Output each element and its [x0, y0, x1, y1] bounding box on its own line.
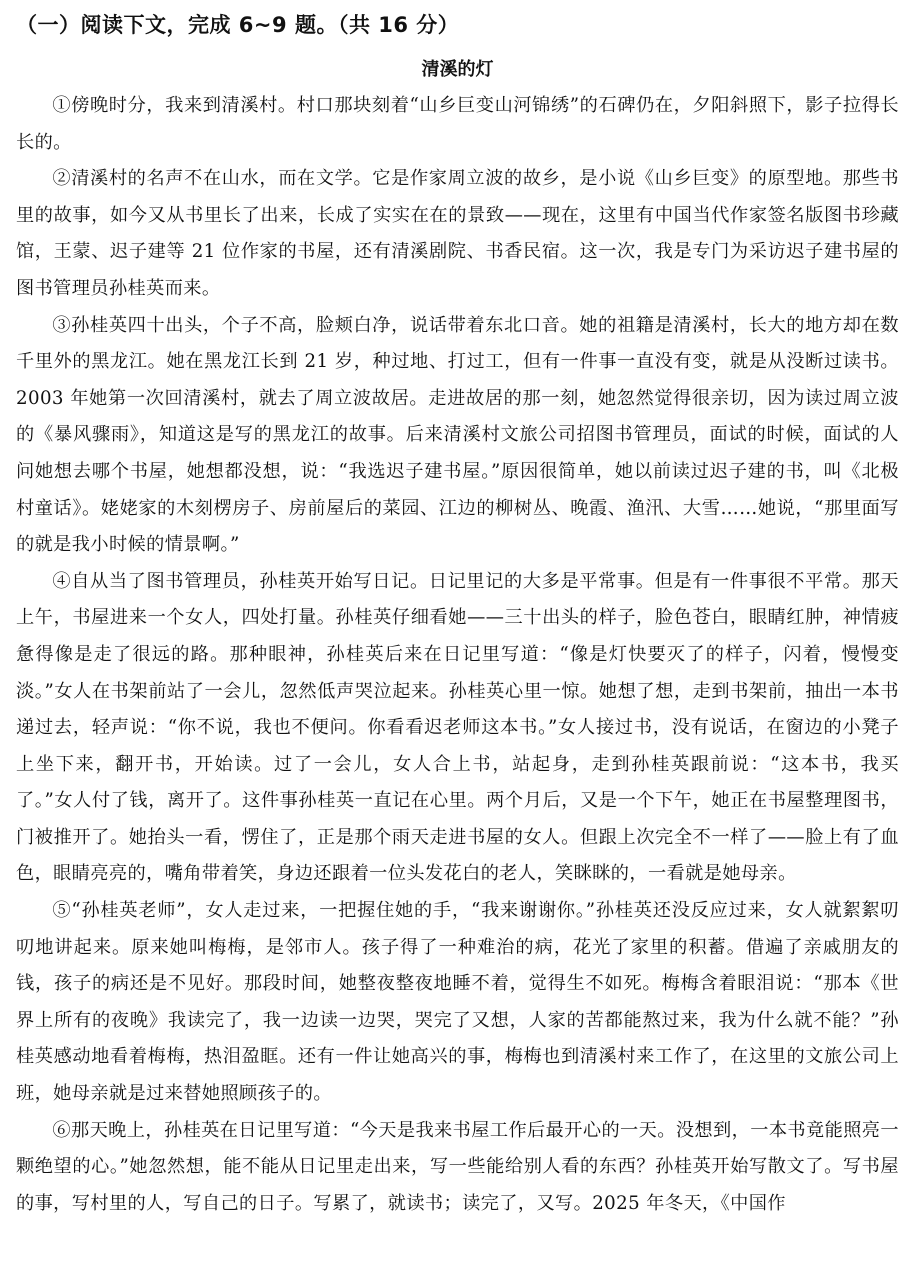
paragraph-5: ⑤“孙桂英老师”，女人走过来，一把握住她的手，“我来谢谢你。”孙桂英还没反应过来，女人就絮絮叨叨地讲起来。原来她叫梅梅，是邻市人。孩子得了一种难治的病，花光了家里的积蓄。借遍了亲戚朋友的钱，孩子的病还是不见好。那段时间，她整夜整夜地睡不着，觉得生不如死。梅梅含着眼泪说：“那本《世界上所有的夜晚》我读完了，我一边读一边哭，哭完了又想，人家的苦都能熬过来，我为什么就不能？”孙桂英感动地看着梅梅，热泪盈眶。还有一件让她高兴的事，梅梅也到清溪村来工作了，在这里的文旅公司上班，她母亲就是过来替她照顾孩子的。 — [16, 900, 899, 1105]
article-title: 清溪的灯 — [421, 59, 494, 80]
paragraph-3: ③孙桂英四十出头，个子不高，脸颊白净，说话带着东北口音。她的祖籍是清溪村，长大的地方却在数千里外的黑龙江。她在黑龙江长到 21 岁，种过地、打过工，但有一件事一直没有变，就是从没断过读书。2003 年她第一次回清溪村，就去了周立波故居。走进故居的那一刻，她忽然觉得很亲切，因为读过周立波的《暴风骤雨》，知道这是写的黑龙江的故事。后来清溪村文旅公司招图书管理员，面试的时候，面试的人问她想去哪个书屋，她想都没想，说：“我选迟子建书屋。”原因很简单，她以前读过迟子建的书，叫《北极村童话》。姥姥家的木刻楞房子、房前屋后的菜园、江边的柳树丛、晚霞、渔汛、大雪……她说，“那里面写的就是我小时候的情景啊。” — [16, 314, 899, 556]
paragraph-4: ④自从当了图书管理员，孙桂英开始写日记。日记里记的大多是平常事。但是有一件事很不平常。那天上午，书屋进来一个女人，四处打量。孙桂英仔细看她——三十出头的样子，脸色苍白，眼睛红肿，神情疲惫得像是走了很远的路。那种眼神，孙桂英后来在日记里写道：“像是灯快要灭了的样子，闪着，慢慢变淡。”女人在书架前站了一会儿，忽然低声哭泣起来。孙桂英心里一惊。她想了想，走到书架前，抽出一本书递过去，轻声说：“你不说，我也不便问。你看看迟老师这本书。”女人接过书，没有说话，在窗边的小凳子上坐下来，翻开书，开始读。过了一会儿，女人合上书，站起身，走到孙桂英跟前说：“这本书，我买了。”女人付了钱，离开了。这件事孙桂英一直记在心里。两个月后，又是一个下午，她正在书屋整理图书，门被推开了。她抬头一看，愣住了，正是那个雨天走进书屋的女人。但跟上次完全不一样了——脸上有了血色，眼睛亮亮的，嘴角带着笑，身边还跟着一位头发花白的老人，笑眯眯的，一看就是她母亲。 — [16, 570, 899, 885]
paragraph-1: ①傍晚时分，我来到清溪村。村口那块刻着“山乡巨变山河锦绣”的石碑仍在，夕阳斜照下，影子拉得长长的。 — [16, 95, 899, 153]
paragraph-6: ⑥那天晚上，孙桂英在日记里写道：“今天是我来书屋工作后最开心的一天。没想到，一本书竟能照亮一颗绝望的心。”她忽然想，能不能从日记里走出来，写一些能给别人看的东西？孙桂英开始写散文了。写书屋的事，写村里的人，写自己的日子。写累了，就读书；读完了，又写。2025 年冬天，《中国作 — [16, 1119, 899, 1214]
paragraph-2: ②清溪村的名声不在山水，而在文学。它是作家周立波的故乡，是小说《山乡巨变》的原型地。那些书里的故事，如今又从书里长了出来，长成了实实在在的景致——现在，这里有中国当代作家签名版图书珍藏馆，王蒙、迟子建等 21 位作家的书屋，还有清溪剧院、书香民宿。这一次，我是专门为采访迟子建书屋的图书管理员孙桂英而来。 — [16, 168, 899, 299]
section-heading: （一）阅读下文，完成 6~9 题。（共 16 分） — [16, 13, 460, 37]
